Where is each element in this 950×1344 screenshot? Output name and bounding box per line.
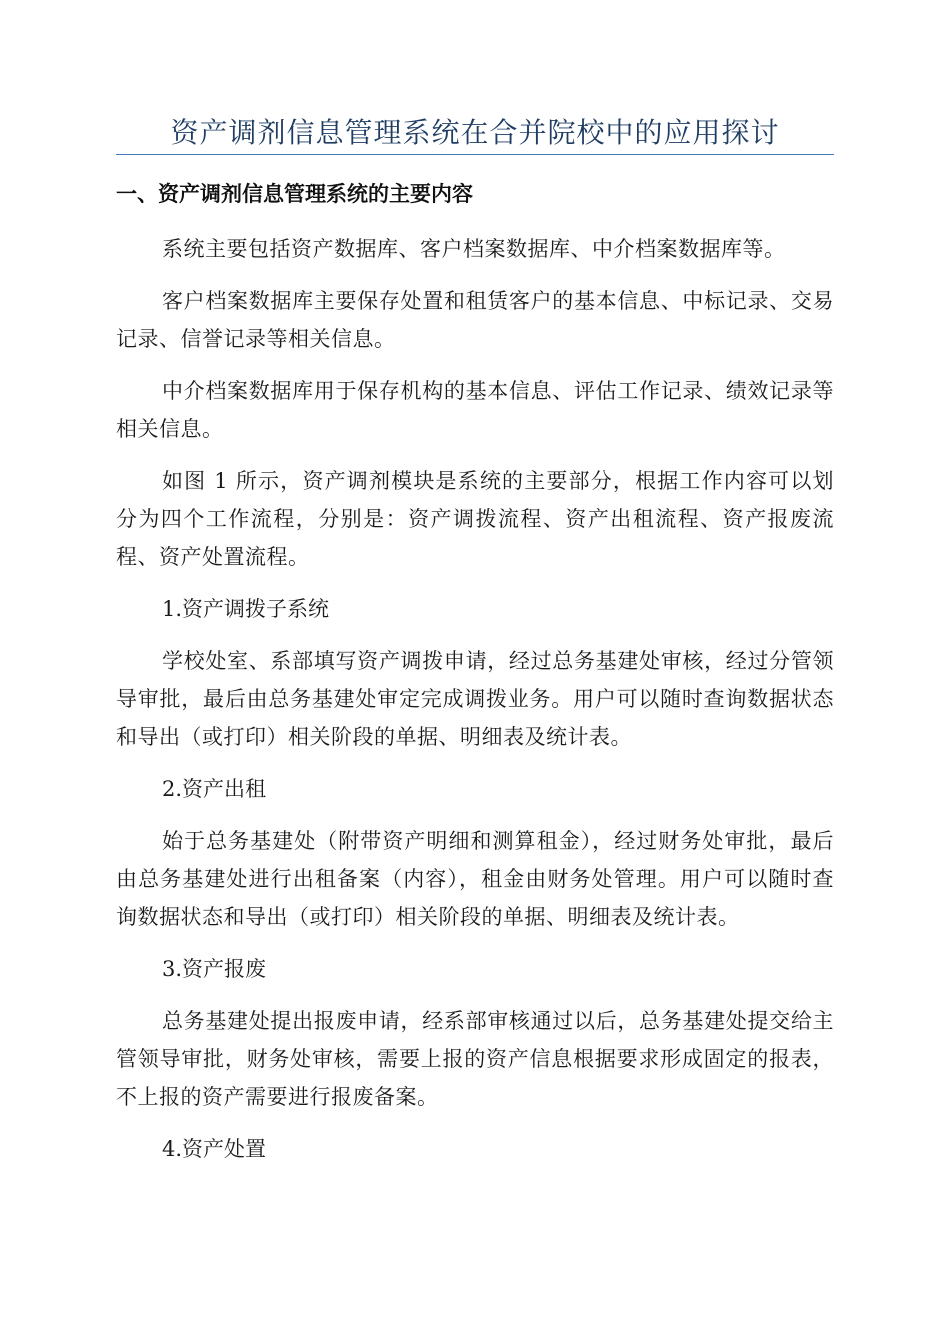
subsection-heading: 3.资产报废 xyxy=(162,957,267,981)
title-underline xyxy=(116,154,834,155)
subsection-text: 学校处室、系部填写资产调拨申请，经过总务基建处审核，经过分管领导审批，最后由总务基建处审定完成调拨业务。用户可以随时查询数据状态和导出（或打印）相关阶段的单据、明细表及统计表。 xyxy=(116,649,834,749)
document-body xyxy=(116,172,834,1182)
subsection-heading: 4.资产处置 xyxy=(162,1137,267,1161)
paragraph: 客户档案数据库主要保存处置和租赁客户的基本信息、中标记录、交易记录、信誉记录等相关信息。 xyxy=(116,289,834,351)
paragraph: 系统主要包括资产数据库、客户档案数据库、中介档案数据库等。 xyxy=(162,237,786,261)
subsection-text: 总务基建处提出报废申请，经系部审核通过以后，总务基建处提交给主管领导审批，财务处审核，需要上报的资产信息根据要求形成固定的报表，不上报的资产需要进行报废备案。 xyxy=(116,1009,834,1109)
subsection-heading: 2.资产出租 xyxy=(162,777,267,801)
paragraph: 如图 1 所示，资产调剂模块是系统的主要部分，根据工作内容可以划分为四个工作流程，分别是：资产调拨流程、资产出租流程、资产报废流程、资产处置流程。 xyxy=(116,469,834,569)
section-heading: 一、资产调剂信息管理系统的主要内容 xyxy=(116,182,473,206)
paragraph: 中介档案数据库用于保存机构的基本信息、评估工作记录、绩效记录等相关信息。 xyxy=(116,379,834,441)
subsection-heading: 1.资产调拨子系统 xyxy=(162,597,330,621)
document-title: 资产调剂信息管理系统在合并院校中的应用探讨 xyxy=(170,116,780,149)
subsection-text: 始于总务基建处（附带资产明细和测算租金），经过财务处审批，最后由总务基建处进行出租备案（内容），租金由财务处管理。用户可以随时查询数据状态和导出（或打印）相关阶段的单据、明细表及统计表。 xyxy=(116,829,834,929)
